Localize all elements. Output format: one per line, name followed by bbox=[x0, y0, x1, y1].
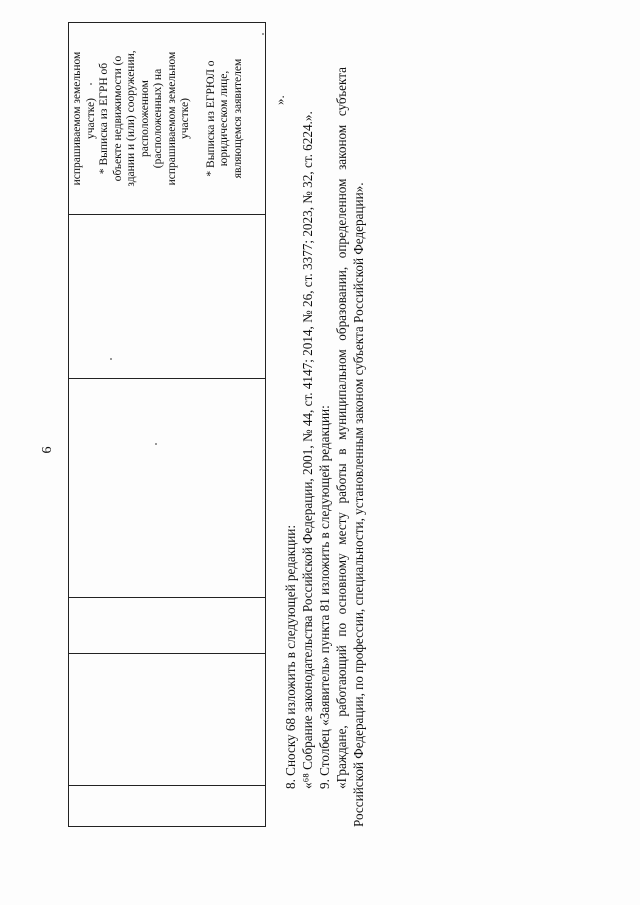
scan-speck bbox=[155, 443, 157, 445]
doc-line: * Выписка из ЕГРЮЛ о bbox=[204, 60, 217, 177]
doc-line: участке) bbox=[84, 98, 97, 140]
paragraph-8-heading: 8. Сноску 68 изложить в следующей редакции: bbox=[283, 524, 298, 789]
amendment-text bbox=[282, 67, 367, 827]
table-cell-documents-requested bbox=[69, 23, 266, 215]
doc-line: участке) bbox=[179, 98, 191, 140]
scan-speck bbox=[110, 358, 112, 360]
doc-line: * Выписка из ЕГРН об bbox=[98, 62, 110, 175]
documents-list bbox=[71, 27, 245, 210]
scan-speck bbox=[90, 83, 92, 85]
paragraph-9-heading: 9. Столбец «Заявитель» пункта 81 изложить в следующей редакции: bbox=[317, 405, 332, 789]
doc-line: объекте недвижимости (о bbox=[111, 55, 124, 182]
doc-line: юридическом лице, bbox=[218, 70, 230, 167]
doc-line: здании и (или) сооружении, bbox=[125, 50, 137, 187]
doc-line: являющемся заявителем bbox=[231, 58, 244, 179]
doc-line: испрашиваемом земельном bbox=[165, 51, 178, 186]
doc-line: испрашиваемом земельном bbox=[71, 51, 83, 186]
table-row bbox=[69, 23, 266, 827]
table-cell-applicant bbox=[69, 654, 266, 786]
table-cell-number bbox=[69, 786, 266, 827]
page-number: 6 bbox=[40, 446, 55, 454]
table-cell-basis bbox=[69, 379, 266, 598]
scan-speck bbox=[262, 33, 264, 35]
requirements-table bbox=[68, 22, 266, 827]
doc-line: расположенном bbox=[138, 80, 151, 157]
table-cell-category bbox=[69, 598, 266, 654]
table-cell-documents-applicant bbox=[69, 215, 266, 379]
doc-line: (расположенных) на bbox=[152, 68, 164, 169]
quote-close-mark: ». bbox=[272, 95, 287, 105]
paragraph-9-text: «Граждане, работающий по основному месту работы в муниципальном образовании, определенном законом субъекта Российской Федерации, по профессии, специальности, установленным законом субъекта Российской Федерации». bbox=[334, 67, 366, 827]
paragraph-8-text: «⁶⁸ Собрание законодательства Российской Федерации, 2001, № 44, ст. 4147; 2014, № 26, ст. 3377; 2023, № 32, ст. 6224.». bbox=[300, 111, 315, 789]
